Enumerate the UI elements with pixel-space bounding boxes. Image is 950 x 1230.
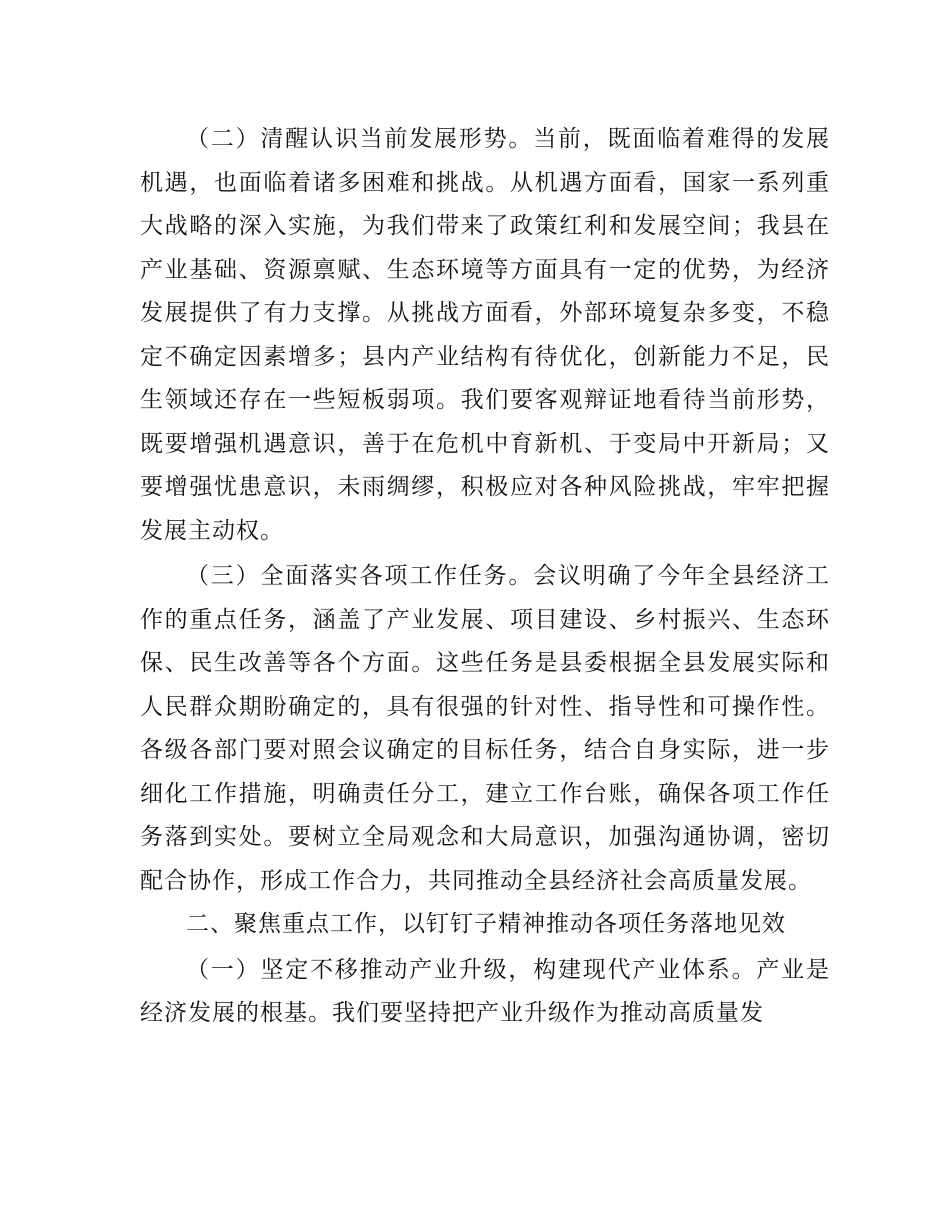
paragraph-development-situation: （二）清醒认识当前发展形势。当前，既面临着难得的发展机遇，也面临着诸多困难和挑战。从机遇方面看，国家一系列重大战略的深入实施，为我们带来了政策红利和发展空间；我县在产业基础、资源禀赋、生态环境等方面具有一定的优势，为经济发展提供了有力支撑。从挑战方面看，外部环境复杂多变，不稳定不确定因素增多；县内产业结构有待优化，创新能力不足，民生领域还存在一些短板弱项。我们要客观辩证地看待当前形势，既要增强机遇意识，善于在危机中育新机、于变局中开新局；又要增强忧患意识，未雨绸缪，积极应对各种风险挑战，牢牢把握发展主动权。 [140,126,830,544]
paragraph-work-tasks: （三）全面落实各项工作任务。会议明确了今年全县经济工作的重点任务，涵盖了产业发展、项目建设、乡村振兴、生态环保、民生改善等各个方面。这些任务是县委根据全县发展实际和人民群众期盼确定的，具有很强的针对性、指导性和可操作性。各级各部门要对照会议确定的目标任务，结合自身实际，进一步细化工作措施，明确责任分工，建立工作台账，确保各项工作任务落到实处。要树立全局观念和大局意识，加强沟通协调，密切配合协作，形成工作合力，共同推动全县经济社会高质量发展。 [140,563,830,894]
section-heading: 二、聚焦重点工作，以钉钉子精神推动各项任务落地见效 [186,911,786,937]
paragraph-industry-upgrade: （一）坚定不移推动产业升级，构建现代产业体系。产业是经济发展的根基。我们要坚持把产业升级作为推动高质量发 [140,956,830,1026]
document-body [140,118,830,1036]
